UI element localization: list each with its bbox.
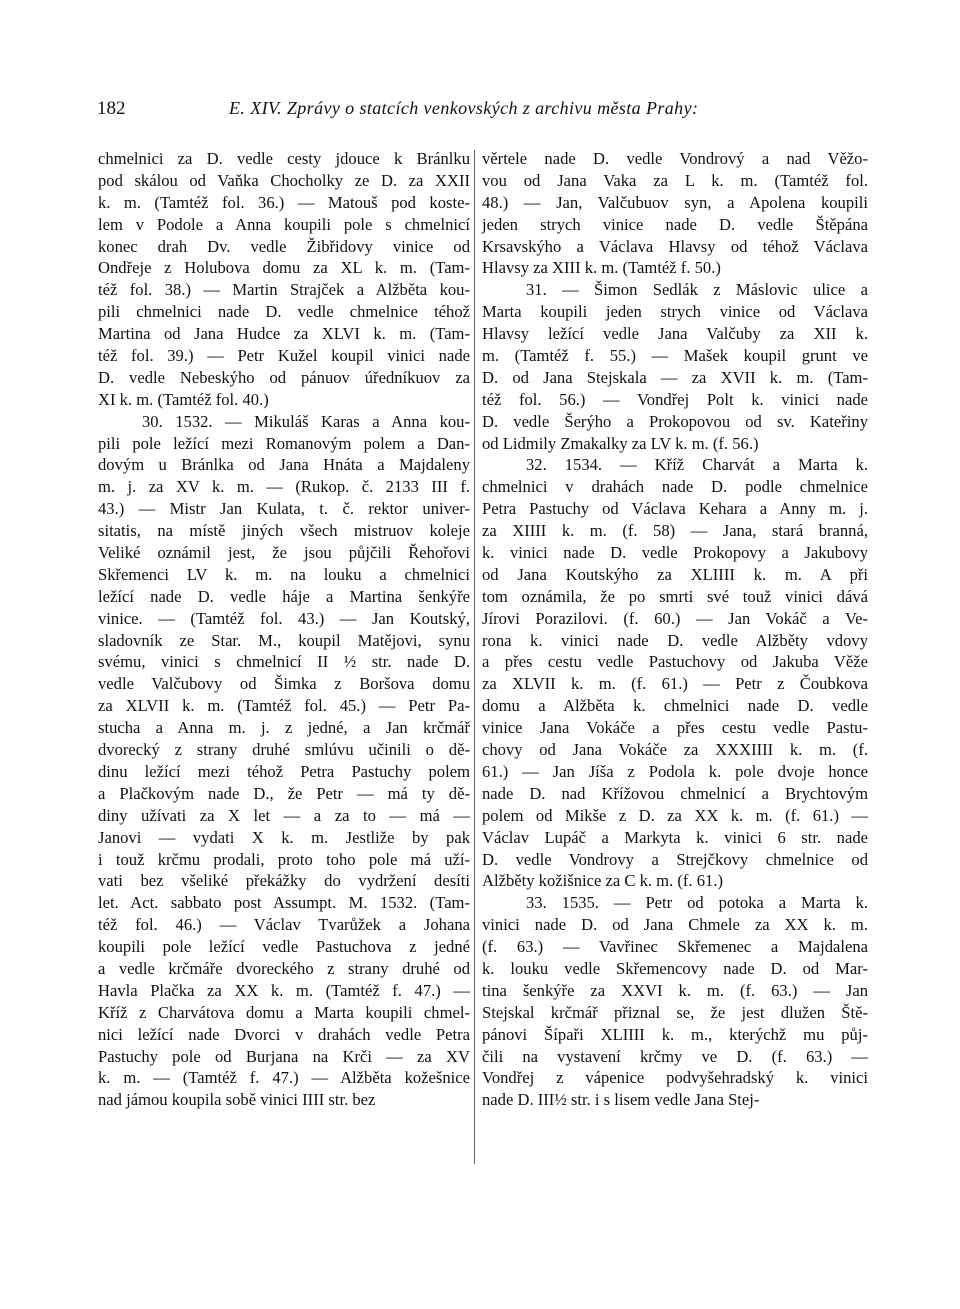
text-line: vinici nade D. od Jana Chmele za XX k. m. — [482, 915, 868, 935]
text-line: též fol. 46.) — Václav Tvarůžek a Johana — [98, 915, 470, 935]
text-line: domu a Alžběta k. chmelnici nade D. vedle — [482, 696, 868, 716]
text-line: tina šenkýře za XXVI k. m. (f. 63.) — Jan — [482, 980, 868, 1000]
text-line: nade D. nad Křížovou chmelnicí a Brychtovým — [482, 783, 868, 803]
text-line: Alžběty kožišnice za C k. m. (f. 61.) — [482, 871, 723, 891]
text-line: Vondřej z vápenice podvyšehradský k. vinici — [482, 1068, 868, 1088]
text-line: k. louku vedle Skřemencovy nade D. od Mar- — [482, 958, 868, 978]
text-line: m. j. za XV k. m. — (Rukop. č. 2133 III f. — [98, 477, 470, 497]
page-number: 182 — [97, 98, 126, 119]
text-line: XI k. m. (Tamtéž fol. 40.) — [98, 389, 269, 409]
text-line: sladovník ze Star. M., koupil Matějovi, synu — [98, 630, 470, 650]
text-line: stucha a Anna m. j. z jedné, a Jan krčmář — [98, 718, 470, 738]
text-line: vinice Jana Vokáče a přes cestu vedle Pastu- — [482, 718, 868, 738]
running-title: E. XIV. Zprávy o statcích venkovských z archivu města Prahy: — [229, 98, 699, 118]
text-line: m. (Tamtéž f. 55.) — Mašek koupil grunt ve — [482, 346, 868, 366]
text-line: chmelnici za D. vedle cesty jdouce k Bránlku — [98, 149, 470, 168]
text-line: pánovi Šípaři XLIIII k. m., kterýchž mu půj- — [482, 1024, 868, 1044]
text-line: konec drah Dv. vedle Žibřidovy vinice od — [98, 236, 470, 256]
text-line: a Plačkovým nade D., že Petr — má ty dě- — [98, 783, 470, 803]
text-line: Ondřeje z Holubova domu za XL k. m. (Tam- — [98, 258, 470, 278]
text-line: k. m. (Tamtéž fol. 36.) — Matouš pod koste- — [98, 192, 470, 212]
text-line: pod skálou od Vaňka Chocholky ze D. za XXII — [98, 170, 470, 190]
text-line: a přes cestu vedle Pastuchovy od Jakuba Věže — [482, 652, 868, 672]
text-line: Jírovi Porazilovi. (f. 60.) — Jan Vokáč a Ve- — [482, 608, 868, 628]
text-line: Janovi — vydati X k. m. Jestliže by pak — [98, 827, 470, 847]
text-line: rona k. vinici nade D. vedle Alžběty vdovy — [482, 630, 868, 650]
text-line: chmelnici v drahách nade D. podle chmelnice — [482, 477, 868, 497]
text-line: lem v Podole a Anna koupili pole s chmelnicí — [98, 214, 470, 234]
text-line: vati bez všeliké překážky do vydržení desíti — [98, 871, 470, 891]
text-line: koupili pole ležící vedle Pastuchova z jedné — [98, 937, 470, 957]
text-line: též fol. 38.) — Martin Strajček a Alžběta kou- — [98, 280, 470, 300]
right-column — [482, 148, 868, 1111]
text-line: 61.) — Jan Jíša z Podola k. pole dvoje honce — [482, 761, 868, 781]
text-line: za XIIII k. m. (f. 58) — Jana, stará branná, — [482, 521, 868, 541]
text-line: (f. 63.) — Vavřinec Skřemenec a Majdalena — [482, 937, 868, 957]
text-line: 32. 1534. — Kříž Charvát a Marta k. — [526, 455, 868, 475]
text-line: též fol. 39.) — Petr Kužel koupil vinici nade — [98, 346, 470, 366]
text-line: polem od Mikše z D. za XX k. m. (f. 61.) — — [482, 805, 868, 825]
text-line: čili na vystavení krčmy ve D. (f. 63.) — — [482, 1046, 868, 1066]
text-line: pili pole ležící mezi Romanovým polem a Dan- — [98, 433, 470, 453]
text-line: chovy od Jana Vokáče za XXXIIII k. m. (f. — [482, 740, 868, 760]
text-line: za XLVII k. m. (f. 61.) — Petr z Čoubkova — [482, 674, 868, 694]
text-line: Stejskal krčmář přiznal se, že jest dlužen Ště- — [482, 1002, 868, 1022]
text-line: sitatis, na místě jiných všech mistruov koleje — [98, 521, 470, 541]
text-line: nici ležící nade Dvorci v drahách vedle Petra — [98, 1024, 470, 1044]
text-line: jeden strych vinice nade D. vedle Štěpána — [482, 214, 868, 234]
page-header — [97, 98, 867, 122]
text-line: též fol. 56.) — Vondřej Polt k. vinici nade — [482, 389, 868, 409]
text-line: i touž krčmu prodali, proto toho pole má uží- — [98, 849, 470, 869]
text-line: Martina od Jana Hudce za XLVI k. m. (Tam- — [98, 324, 470, 344]
text-line: 48.) — Jan, Valčubuov syn, a Apolena koupili — [482, 192, 868, 212]
text-line: věrtele nade D. vedle Vondrový a nad Věžo- — [482, 149, 868, 168]
text-line: diny užívati za X let — a za to — má — — [98, 805, 470, 825]
text-line: Havla Plačka za XX k. m. (Tamtéž f. 47.) — — [98, 980, 470, 1000]
text-line: k. vinici nade D. vedle Prokopovy a Jakubovy — [482, 543, 868, 563]
text-line: dovým u Bránlka od Jana Hnáta a Majdaleny — [98, 455, 470, 475]
text-line: 31. — Šimon Sedlák z Máslovic ulice a — [526, 280, 868, 300]
text-line: Václav Lupáč a Markyta k. vinici 6 str. nade — [482, 827, 868, 847]
text-line: dinu ležící mezi téhož Petra Pastuchy polem — [98, 761, 470, 781]
left-column — [98, 148, 470, 1111]
text-line: Marta koupili jeden strych vinice od Václava — [482, 302, 868, 322]
text-line: vinice. — (Tamtéž fol. 43.) — Jan Koutský, — [98, 608, 470, 628]
text-line: vou od Jana Vaka za L k. m. (Tamtéž fol. — [482, 170, 868, 190]
text-line: Krsavskýho a Václava Hlavsy od téhož Václava — [482, 236, 868, 256]
text-line: Hlavsy za XIII k. m. (Tamtéž f. 50.) — [482, 258, 721, 278]
text-line: D. vedle Nebeskýho od pánuov úředníkuov za — [98, 367, 470, 387]
text-line: za XLVII k. m. (Tamtéž fol. 45.) — Petr Pa- — [98, 696, 470, 716]
text-line: Hlavsy ležící vedle Jana Valčuby za XII k. — [482, 324, 868, 344]
text-line: pili chmelnici nade D. vedle chmelnice téhož — [98, 302, 470, 322]
text-line: Veliké oznámil jest, že jsou půjčili Řehořovi — [98, 543, 470, 563]
text-line: D. vedle Šerýho a Prokopovou od sv. Kateřiny — [482, 411, 868, 431]
text-line: 33. 1535. — Petr od potoka a Marta k. — [526, 893, 868, 913]
text-line: D. od Jana Stejskala — za XVII k. m. (Tam- — [482, 367, 868, 387]
text-line: 30. 1532. — Mikuláš Karas a Anna kou- — [142, 411, 470, 431]
text-line: 43.) — Mistr Jan Kulata, t. č. rektor univer- — [98, 499, 470, 519]
text-line: nad jámou koupila sobě vinici IIII str. bez — [98, 1090, 376, 1110]
text-line: D. vedle Vondrovy a Strejčkovy chmelnice od — [482, 849, 868, 869]
text-line: nade D. III½ str. i s lisem vedle Jana Stej- — [482, 1090, 760, 1110]
text-line: dvorecký z strany druhé smlúvu učinili o dě- — [98, 740, 470, 760]
text-line: od Lidmily Zmakalky za LV k. m. (f. 56.) — [482, 433, 759, 453]
text-line: Skřemenci LV k. m. na louku a chmelnici — [98, 564, 470, 584]
text-line: k. m. — (Tamtéž f. 47.) — Alžběta kožešnice — [98, 1068, 470, 1088]
text-line: od Jana Koutskýho za XLIIII k. m. A při — [482, 564, 868, 584]
text-line: a vedle krčmáře dvoreckého z strany druhé od — [98, 958, 470, 978]
text-line: vedle Valčubovy od Šimka z Boršova domu — [98, 674, 470, 694]
text-line: Kříž z Charvátova domu a Marta koupili chmel- — [98, 1002, 470, 1022]
text-line: let. Act. sabbato post Assumpt. M. 1532. (Tam- — [98, 893, 470, 913]
text-line: Pastuchy pole od Burjana na Krči — za XV — [98, 1046, 470, 1066]
text-line: tom oznámila, že po smrti své touž vinici dává — [482, 586, 868, 606]
text-line: Petra Pastuchy od Václava Kehara a Anny m. j. — [482, 499, 868, 519]
column-divider — [474, 150, 475, 1164]
text-line: svému, vinici s chmelnicí II ½ str. nade D. — [98, 652, 470, 672]
text-line: ležící nade D. vedle háje a Martina šenkýře — [98, 586, 470, 606]
